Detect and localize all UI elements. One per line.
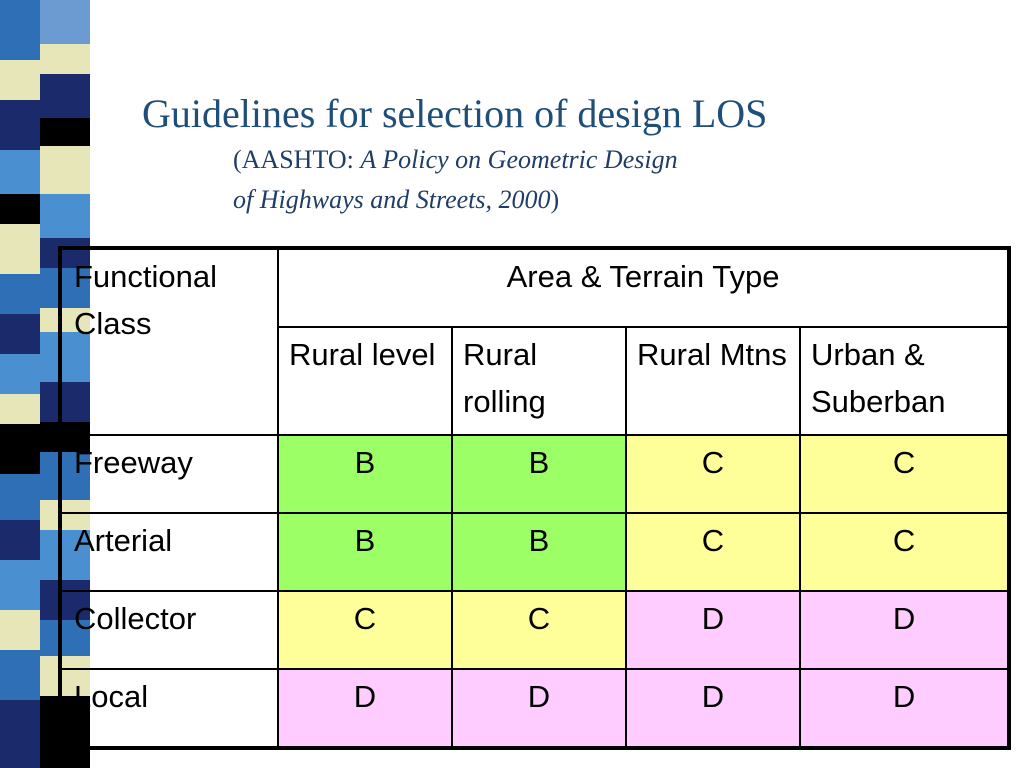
- los-cell: C: [800, 513, 1009, 591]
- los-cell: C: [626, 513, 800, 591]
- los-table: [58, 246, 1011, 750]
- citation-line-1: [233, 140, 678, 180]
- citation-open: (AASHTO:: [233, 145, 361, 174]
- column-header: Rural level: [278, 327, 452, 435]
- los-cell: B: [452, 435, 626, 513]
- table-row: [60, 669, 1009, 748]
- row-label: Arterial: [60, 513, 278, 591]
- los-cell: C: [800, 435, 1009, 513]
- los-cell: D: [800, 669, 1009, 748]
- functional-class-header: Functional Class: [60, 248, 278, 435]
- row-label: Local: [60, 669, 278, 748]
- table-row: [60, 591, 1009, 669]
- los-cell: D: [278, 669, 452, 748]
- los-cell: B: [452, 513, 626, 591]
- citation: [233, 140, 678, 220]
- los-cell: B: [278, 513, 452, 591]
- los-cell: C: [278, 591, 452, 669]
- los-cell: C: [626, 435, 800, 513]
- area-terrain-header: Area & Terrain Type: [278, 248, 1009, 327]
- column-header: Rural Mtns: [626, 327, 800, 435]
- table-row: [60, 435, 1009, 513]
- los-cell: D: [452, 669, 626, 748]
- los-cell: D: [626, 591, 800, 669]
- column-header: Urban & Suberban: [800, 327, 1009, 435]
- los-cell: D: [800, 591, 1009, 669]
- table-row: [60, 513, 1009, 591]
- los-cell: B: [278, 435, 452, 513]
- row-label: Freeway: [60, 435, 278, 513]
- citation-title-line-2: of Highways and Streets, 2000: [233, 185, 551, 214]
- los-cell: C: [452, 591, 626, 669]
- citation-close: ): [550, 185, 560, 214]
- row-label: Collector: [60, 591, 278, 669]
- slide-title: Guidelines for selection of design LOS: [142, 91, 768, 136]
- citation-line-2: [233, 180, 678, 220]
- column-header: Rural rolling: [452, 327, 626, 435]
- los-cell: D: [626, 669, 800, 748]
- citation-title-line-1: A Policy on Geometric Design: [360, 145, 678, 174]
